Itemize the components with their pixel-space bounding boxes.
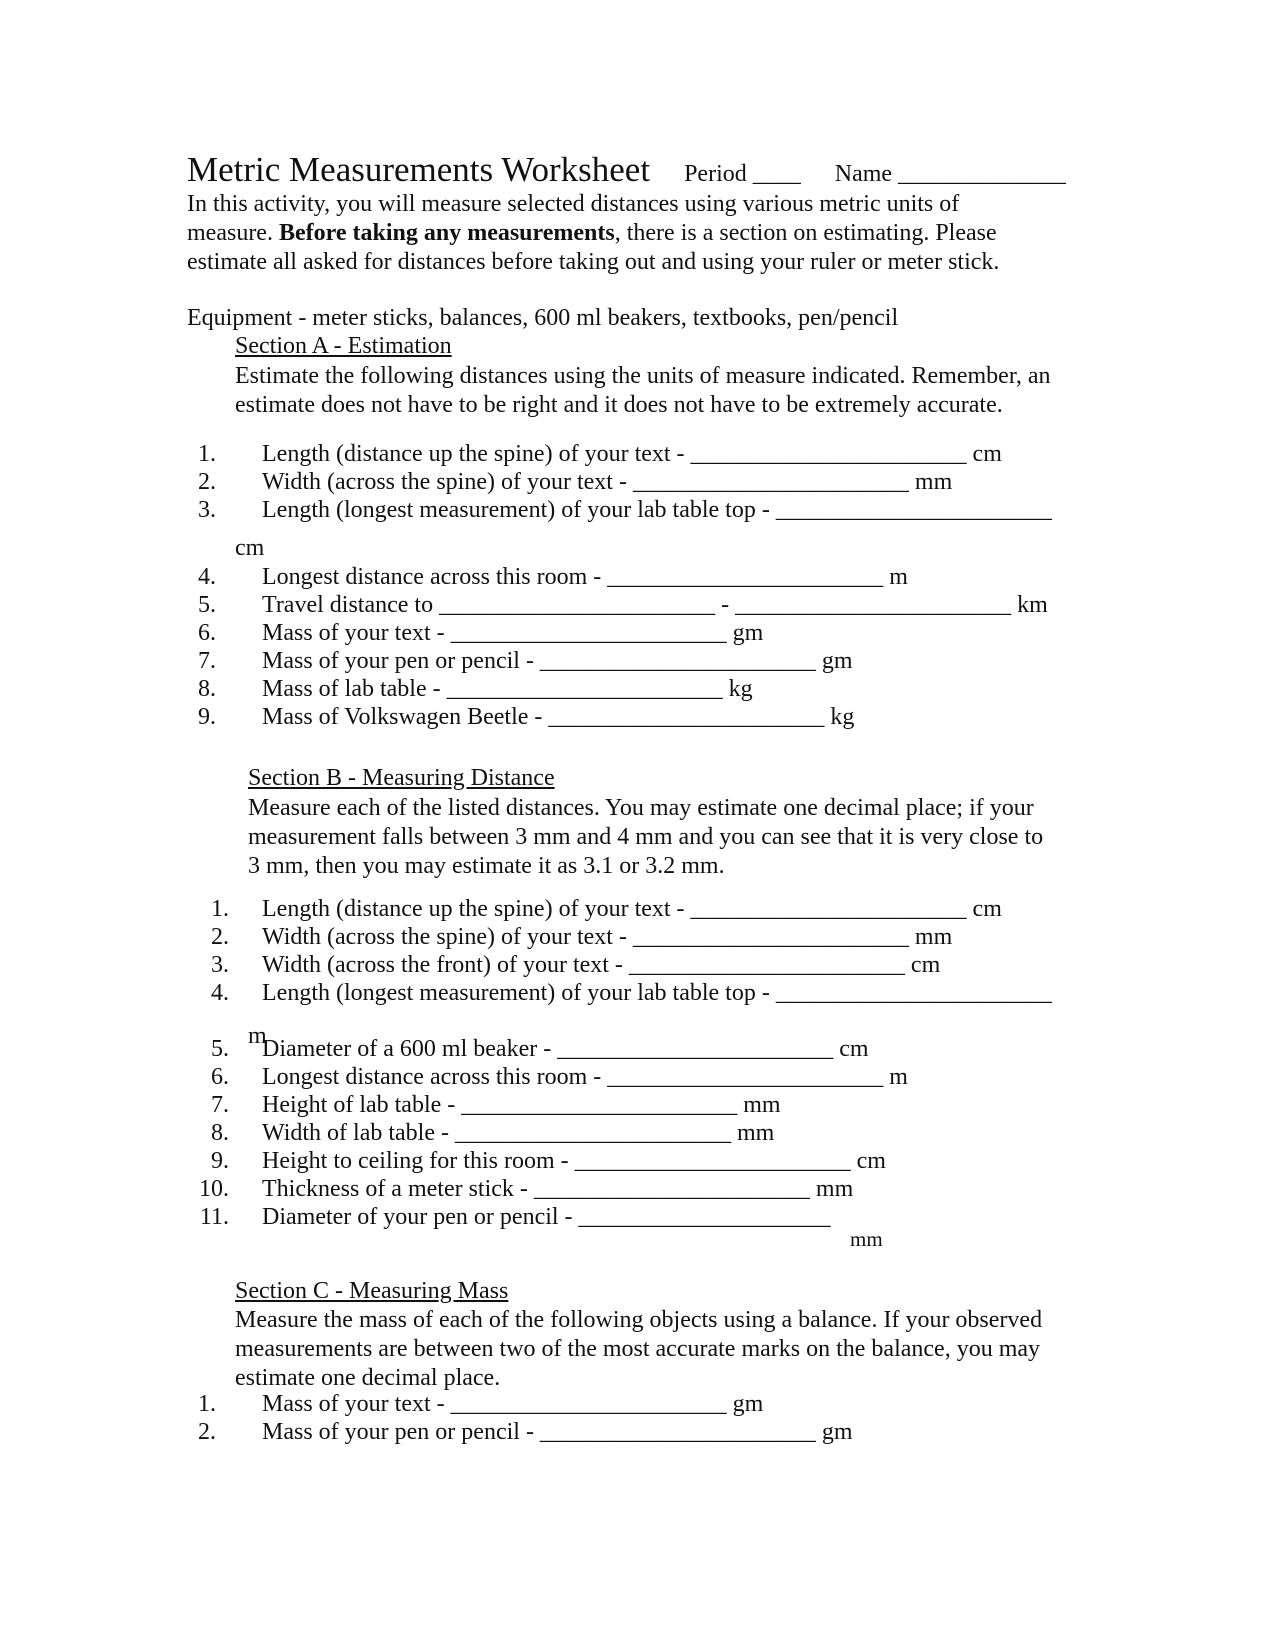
item-number: 7. (198, 648, 216, 674)
item-text: Height to ceiling for this room - _______________________ cm (262, 1148, 886, 1174)
item-number: 3. (198, 497, 216, 523)
item-number: 5. (198, 592, 216, 618)
item-number: 3. (211, 952, 229, 978)
section-b-item-11-unit: mm (850, 1227, 883, 1251)
section-b-desc-line-3: 3 mm, then you may estimate it as 3.1 or 3.2 mm. (248, 853, 725, 879)
item-number: 1. (198, 441, 216, 467)
section-c-heading: Section C - Measuring Mass (235, 1278, 509, 1304)
intro-bold-text: Before taking any measurements (278, 220, 615, 246)
item-text: Longest distance across this room - _______________________ m (262, 564, 908, 590)
item-number: 8. (211, 1120, 229, 1146)
item-text: Mass of your text - _______________________ gm (262, 620, 764, 646)
item-text: Mass of lab table - _______________________ kg (262, 676, 753, 702)
item-number: 10. (199, 1176, 229, 1202)
item-number: 8. (198, 676, 216, 702)
section-c-desc-line-3: estimate one decimal place. (235, 1365, 501, 1391)
item-number: 2. (211, 924, 229, 950)
section-a-desc-line-1: Estimate the following distances using the units of measure indicated. Remember, an (235, 363, 1051, 389)
item-number: 5. (211, 1036, 229, 1062)
item-text: Length (distance up the spine) of your text - _______________________ cm (262, 441, 1002, 467)
intro-line-2-post: , there is a section on estimating. Please (614, 220, 997, 246)
section-b-heading: Section B - Measuring Distance (248, 765, 555, 791)
item-text: Length (distance up the spine) of your text - _______________________ cm (262, 896, 1002, 922)
item-number: 4. (198, 564, 216, 590)
item-text: Mass of your text - _______________________ gm (262, 1391, 764, 1417)
section-b-desc-line-1: Measure each of the listed distances. You may estimate one decimal place; if your (248, 795, 1034, 821)
section-a-desc-line-2: estimate does not have to be right and it does not have to be extremely accurate. (235, 392, 1003, 418)
item-text: Mass of your pen or pencil - _______________________ gm (262, 1419, 853, 1445)
section-b-desc-line-2: measurement falls between 3 mm and 4 mm and you can see that it is very close to (248, 824, 1044, 850)
item-text: Thickness of a meter stick - _______________________ mm (262, 1176, 854, 1202)
item-number: 2. (198, 469, 216, 495)
intro-line-2 (187, 219, 999, 248)
intro-paragraph (187, 190, 999, 277)
item-text: Width (across the spine) of your text - _______________________ mm (262, 469, 953, 495)
intro-line-1: In this activity, you will measure selected distances using various metric units of (187, 191, 960, 217)
item-number: 2. (198, 1419, 216, 1445)
item-text: Length (longest measurement) of your lab table top - _______________________ (262, 497, 1052, 523)
name-field: Name ______________ (834, 161, 1067, 187)
item-text: Length (longest measurement) of your lab table top - _______________________ (262, 980, 1052, 1006)
item-number: 9. (198, 704, 216, 730)
item-number: 6. (211, 1064, 229, 1090)
section-a-item-3-unit: cm (235, 535, 265, 561)
intro-line-2-pre: measure. (187, 220, 279, 246)
section-a-description (235, 362, 1051, 420)
item-text: Travel distance to _______________________ - _______________________ km (262, 592, 1048, 618)
item-number: 6. (198, 620, 216, 646)
intro-line-3: estimate all asked for distances before taking out and using your ruler or meter stick. (187, 249, 1000, 275)
item-number: 11. (199, 1204, 229, 1230)
item-text: Longest distance across this room - _______________________ m (262, 1064, 908, 1090)
page-title: Metric Measurements Worksheet (187, 150, 651, 189)
item-text: Width (across the front) of your text - _______________________ cm (262, 952, 941, 978)
item-number: 9. (211, 1148, 229, 1174)
item-text: Height of lab table - _______________________ mm (262, 1092, 781, 1118)
section-c-desc-line-1: Measure the mass of each of the following objects using a balance. If your observed (235, 1307, 1043, 1333)
section-c-description (235, 1306, 1042, 1393)
section-b-item-4-unit: m (248, 1023, 267, 1049)
period-field: Period ____ (684, 161, 801, 187)
section-c-desc-line-2: measurements are between two of the most accurate marks on the balance, you may (235, 1336, 1041, 1362)
title-line (187, 150, 1066, 190)
item-number: 4. (211, 980, 229, 1006)
section-b-description (248, 794, 1043, 881)
item-number: 7. (211, 1092, 229, 1118)
section-a-heading: Section A - Estimation (235, 333, 452, 359)
item-text: Diameter of a 600 ml beaker - _______________________ cm (262, 1036, 869, 1062)
item-number: 1. (211, 896, 229, 922)
item-text: Mass of your pen or pencil - _______________________ gm (262, 648, 853, 674)
item-text: Mass of Volkswagen Beetle - _______________________ kg (262, 704, 855, 730)
item-number: 1. (198, 1391, 216, 1417)
item-text: Width (across the spine) of your text - _______________________ mm (262, 924, 953, 950)
item-text: Diameter of your pen or pencil - _____________________ (262, 1204, 831, 1230)
item-text: Width of lab table - _______________________ mm (262, 1120, 775, 1146)
equipment-line: Equipment - meter sticks, balances, 600 ml beakers, textbooks, pen/pencil (187, 305, 899, 331)
